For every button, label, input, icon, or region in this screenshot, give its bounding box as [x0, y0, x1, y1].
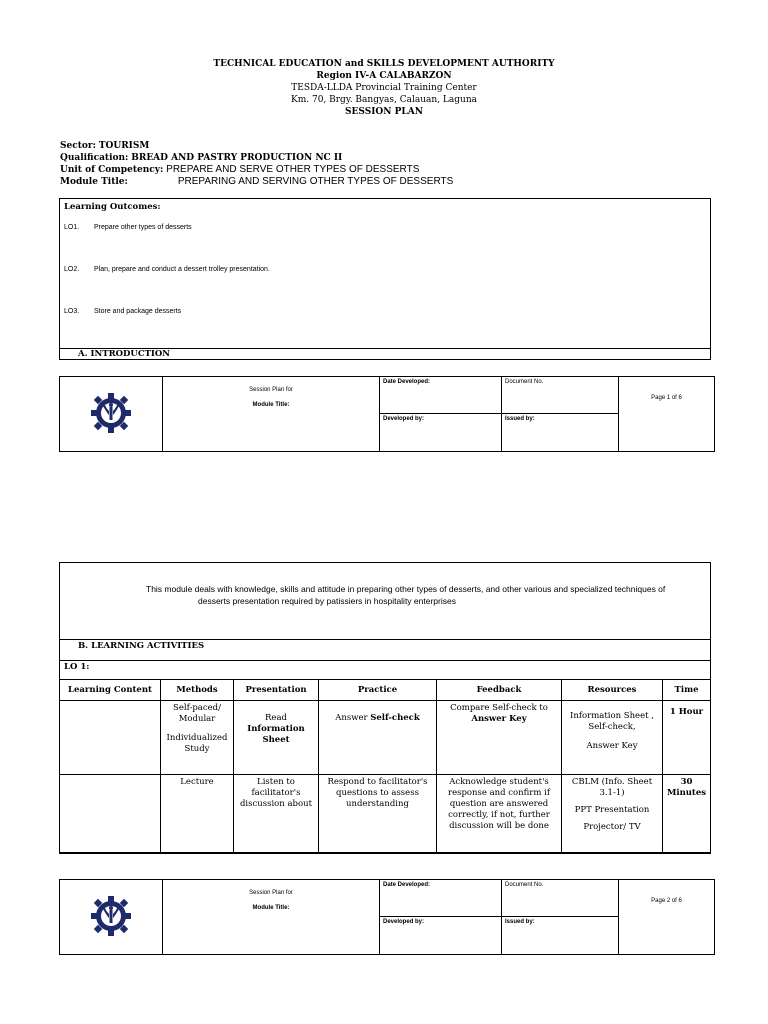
- center-name: TESDA-LLDA Provincial Training Center: [291, 83, 477, 93]
- presentation-cell: Listen to facilitator's discussion about: [234, 775, 319, 853]
- time-cell: 30 Minutes: [663, 775, 711, 853]
- outcomes-heading: Learning Outcomes:: [64, 202, 161, 212]
- unit-line: Unit of Competency: PREPARE AND SERVE OTHER TYPES OF DESSERTS: [60, 164, 420, 175]
- table-row: [60, 701, 711, 775]
- feedback-cell: Compare Self-check to Answer Key: [437, 701, 562, 775]
- tesda-logo: [60, 880, 163, 955]
- tesda-logo: [60, 377, 163, 452]
- qualification-line: Qualification: BREAD AND PASTRY PRODUCTION NC II: [60, 153, 343, 163]
- intro-text-line-2: desserts presentation required by patissiers in hospitality enterprises: [198, 596, 456, 606]
- developed-by-cell: Developed by:: [380, 917, 502, 955]
- section-b-heading: B. LEARNING ACTIVITIES: [78, 641, 205, 651]
- tesda-gear-icon: [89, 894, 133, 938]
- outcome-item: LO3. Store and package desserts: [64, 308, 182, 315]
- resources-cell: CBLM (Info. Sheet 3.1-1) PPT Presentation Projector/ TV: [562, 775, 663, 853]
- column-header: Methods: [161, 680, 234, 701]
- region-name: Region IV-A CALABARZON: [316, 71, 452, 81]
- section-a-heading: A. INTRODUCTION: [78, 349, 171, 359]
- center-address: Km. 70, Brgy. Bangyas, Calauan, Laguna: [290, 95, 477, 105]
- learning-content-cell: [60, 701, 161, 775]
- time-cell: 1 Hour: [663, 701, 711, 775]
- column-header: Presentation: [234, 680, 319, 701]
- page-number: Page 2 of 6: [619, 880, 715, 955]
- document-title: SESSION PLAN: [345, 107, 423, 117]
- divider: [60, 660, 710, 661]
- page2-content-box: [59, 562, 711, 854]
- outcome-item: LO2. Plan, prepare and conduct a dessert trolley presentation.: [64, 266, 270, 273]
- tesda-gear-icon: [89, 391, 133, 435]
- outcome-item: LO1. Prepare other types of desserts: [64, 224, 192, 231]
- presentation-cell: Read Information Sheet: [234, 701, 319, 775]
- column-header: Feedback: [437, 680, 562, 701]
- feedback-cell: Acknowledge student's response and confirm if question are answered correctly, if not, further discussion will be done: [437, 775, 562, 853]
- practice-cell: Answer Self-check: [319, 701, 437, 775]
- document-no-cell: Document No.: [502, 377, 619, 414]
- methods-cell: Lecture: [161, 775, 234, 853]
- divider: [60, 639, 710, 640]
- page-number: Page 1 of 6: [619, 377, 715, 452]
- practice-cell: Respond to facilitator's questions to assess understanding: [319, 775, 437, 853]
- page-footer-1: [59, 376, 715, 452]
- date-developed-cell: Date Developed:: [380, 377, 502, 414]
- table-row: [60, 775, 711, 853]
- agency-name: TECHNICAL EDUCATION and SKILLS DEVELOPMENT AUTHORITY: [213, 59, 555, 69]
- learning-content-cell: [60, 775, 161, 853]
- column-header: Resources: [562, 680, 663, 701]
- session-meta: [60, 140, 453, 188]
- issued-by-cell: Issued by:: [502, 917, 619, 955]
- date-developed-cell: Date Developed:: [380, 880, 502, 917]
- learning-outcomes-box: [59, 198, 711, 360]
- resources-cell: Information Sheet , Self-check, Answer Key: [562, 701, 663, 775]
- session-plan-cell: Session Plan for Module Title:: [163, 880, 380, 955]
- learning-activities-table: [59, 679, 711, 853]
- session-plan-cell: Session Plan for Module Title:: [163, 377, 380, 452]
- intro-text-line-1: This module deals with knowledge, skills and attitude in preparing other types of desserts, and other various and specialized techniques of: [146, 584, 666, 594]
- page-footer-2: [59, 879, 715, 955]
- lo-label: LO 1:: [64, 662, 90, 672]
- document-header: [0, 58, 768, 118]
- sector-line: Sector: TOURISM: [60, 141, 150, 151]
- developed-by-cell: Developed by:: [380, 414, 502, 452]
- document-no-cell: Document No.: [502, 880, 619, 917]
- module-line: Module Title: PREPARING AND SERVING OTHER TYPES OF DESSERTS: [60, 176, 454, 187]
- issued-by-cell: Issued by:: [502, 414, 619, 452]
- column-header: Time: [663, 680, 711, 701]
- column-header: Practice: [319, 680, 437, 701]
- methods-cell: Self-paced/ Modular Individualized Study: [161, 701, 234, 775]
- column-header: Learning Content: [60, 680, 161, 701]
